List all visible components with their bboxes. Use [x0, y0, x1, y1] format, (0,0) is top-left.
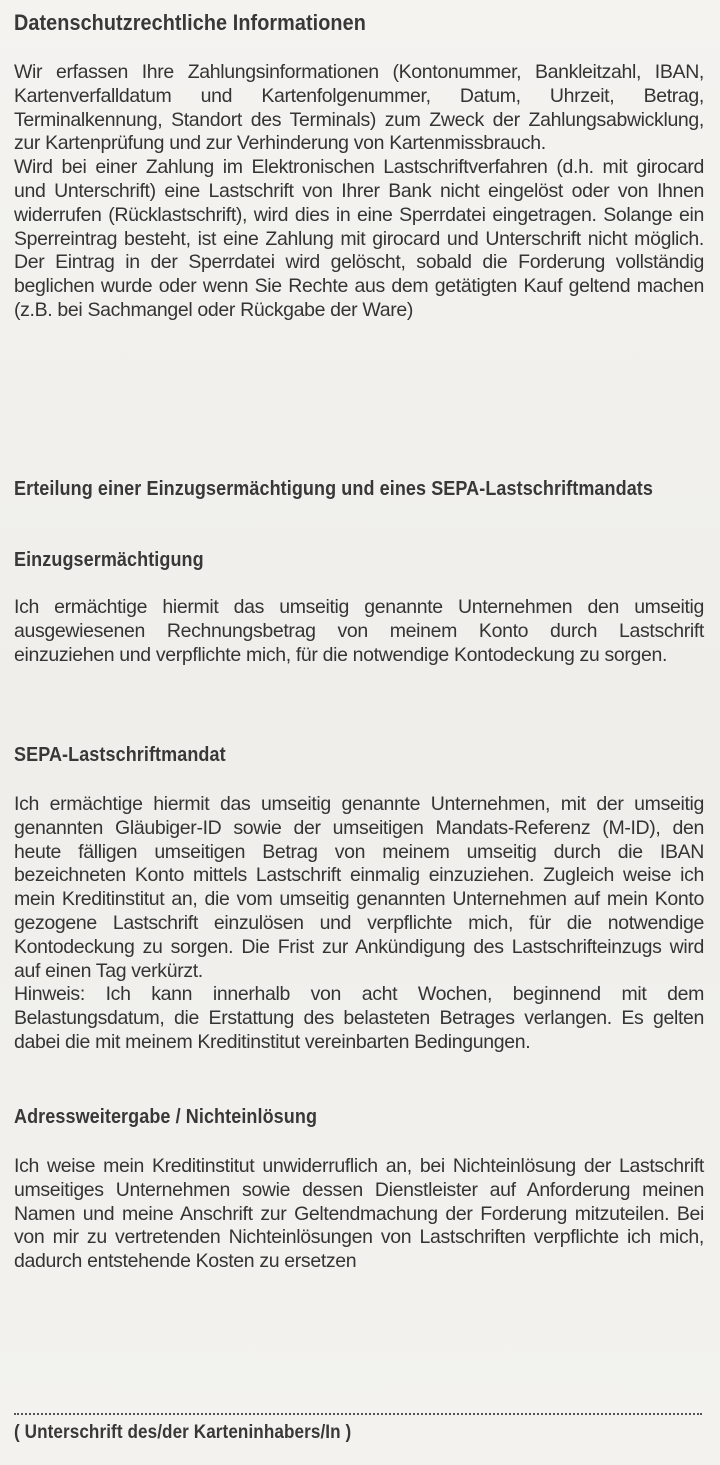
signature-line	[14, 1413, 702, 1415]
privacy-paragraph: Wir erfassen Ihre Zahlungsinformationen (Kontonummer, Bankleitzahl, IBAN, Kartenverfalldatum und Kartenfolgenummer, Datum, Uhrzeit, Betrag, Terminalkennung, Standort des Terminals) zum Zweck der Zahlungsabwicklung, zur Kartenprüfung und zur Verhinderung von Kartenmissbrauch. Wird bei einer Zahlung im Elektronischen Lastschriftverfahren (d.h. mit girocard und Unterschrift) eine Lastschrift von Ihrer Bank nicht eingelöst oder von Ihnen widerrufen (Rücklastschrift), wird dies in eine Sperrdatei eingetragen. Solange ein Sperreintrag besteht, ist eine Zahlung mit girocard und Unterschrift nicht möglich. Der Eintrag in der Sperrdatei wird gelöscht, sobald die Forderung vollständig beglichen wurde oder wenn Sie Rechte aus dem getätigten Kauf geltend machen (z.B. bei Sachmangel oder Rückgabe der Ware)	[14, 61, 704, 321]
privacy-title: Datenschutzrechtliche Informationen	[14, 10, 366, 35]
signature-label: ( Unterschrift des/der Karteninhabers/In )	[14, 1422, 352, 1443]
sepa-paragraph: Ich ermächtige hiermit das umseitig genannte Unternehmen, mit der umseitig genannten Gläubiger-ID sowie der umseitigen Mandats-Referenz (M-ID), den heute fälligen umseitigen Betrag von meinem umseitig durch die IBAN bezeichneten Konto mittels Lastschrift einmalig einzuziehen. Zugleich weise ich mein Kreditinstitut an, die vom umseitig genannten Unternehmen auf mein Konto gezogene Lastschrift einzulösen und verpflichte mich, für die notwendige Kontodeckung zu sorgen. Die Frist zur Ankündigung des Lastschrifteinzugs wird auf einen Tag verkürzt. Hinweis: Ich kann innerhalb von acht Wochen, beginnend mit dem Belastungsdatum, die Erstattung des belasteten Betrages verlangen. Es gelten dabei die mit meinem Kreditinstitut vereinbarten Bedingungen.	[14, 793, 704, 1053]
direct-debit-heading: Einzugsermächtigung	[14, 549, 204, 571]
grant-heading: Erteilung einer Einzugsermächtigung und eines SEPA-Lastschriftmandats	[14, 478, 653, 500]
direct-debit-paragraph: Ich ermächtige hiermit das umseitig genannte Unternehmen den umseitig ausgewiesenen Rechnungsbetrag von meinem Konto durch Lastschrift einzuziehen und verpflichte mich, für die notwendige Kontodeckung zu sorgen.	[14, 596, 704, 666]
address-heading: Adressweitergabe / Nichteinlösung	[14, 1106, 318, 1128]
address-paragraph: Ich weise mein Kreditinstitut unwiderruflich an, bei Nichteinlösung der Lastschrift umseitiges Unternehmen sowie dessen Dienstleister auf Anforderung meinen Namen und meine Anschrift zur Geltendmachung der Forderung mitzuteilen. Bei von mir zu vertretenden Nichteinlösungen von Lastschriften verpflichte ich mich, dadurch entstehende Kosten zu ersetzen	[14, 1155, 704, 1273]
sepa-heading: SEPA-Lastschriftmandat	[14, 744, 226, 766]
